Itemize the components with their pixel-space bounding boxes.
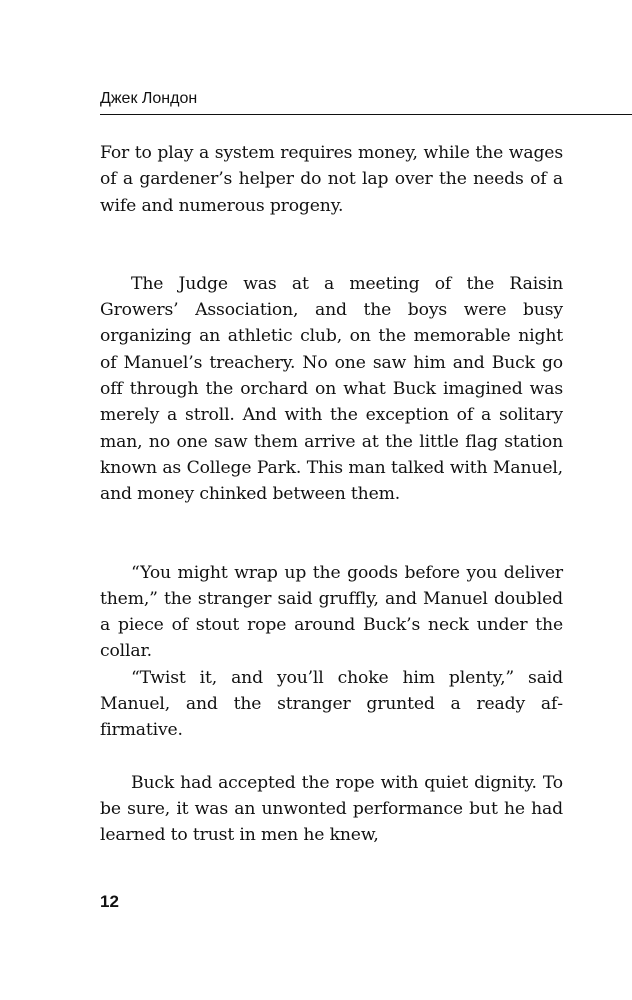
paragraph-gap <box>100 508 563 560</box>
paragraph-gap <box>100 219 563 271</box>
paragraph: “Twist it, and you’ll choke him plenty,” said Manuel, and the stranger grunted a ready affirmative. <box>100 667 563 741</box>
paragraph-gap <box>100 744 563 770</box>
page-number: 12 <box>100 892 119 911</box>
header-rule <box>100 114 632 115</box>
running-head: Джек Лондон <box>100 90 198 107</box>
body-text <box>100 140 563 849</box>
paragraph: “You might wrap up the goods before you deliver them,” the stranger said gruffly, and Manuel doubled a piece of stout rope around Buck’s neck under the collar. <box>100 562 563 662</box>
paragraph: For to play a system requires money, while the wages of a gardener’s helper do not lap over the needs of a wife and numerous progeny. <box>100 143 563 216</box>
paragraph: The Judge was at a meeting of the Raisin Growers’ Association, and the boys were busy organizing an athletic club, on the memorable night of Manuel’s treachery. No one saw him and Buck go off through the orchard on what Buck imagined was merely a stroll. And with the exception of a solitary man, no one saw them arrive at the little flag station known as College Park. This man talked with Manuel, and money chinked between them. <box>100 273 563 505</box>
paragraph: Buck had accepted the rope with quiet dignity. To be sure, it was an unwonted performance but he had learned to trust in men he knew, <box>100 772 563 846</box>
